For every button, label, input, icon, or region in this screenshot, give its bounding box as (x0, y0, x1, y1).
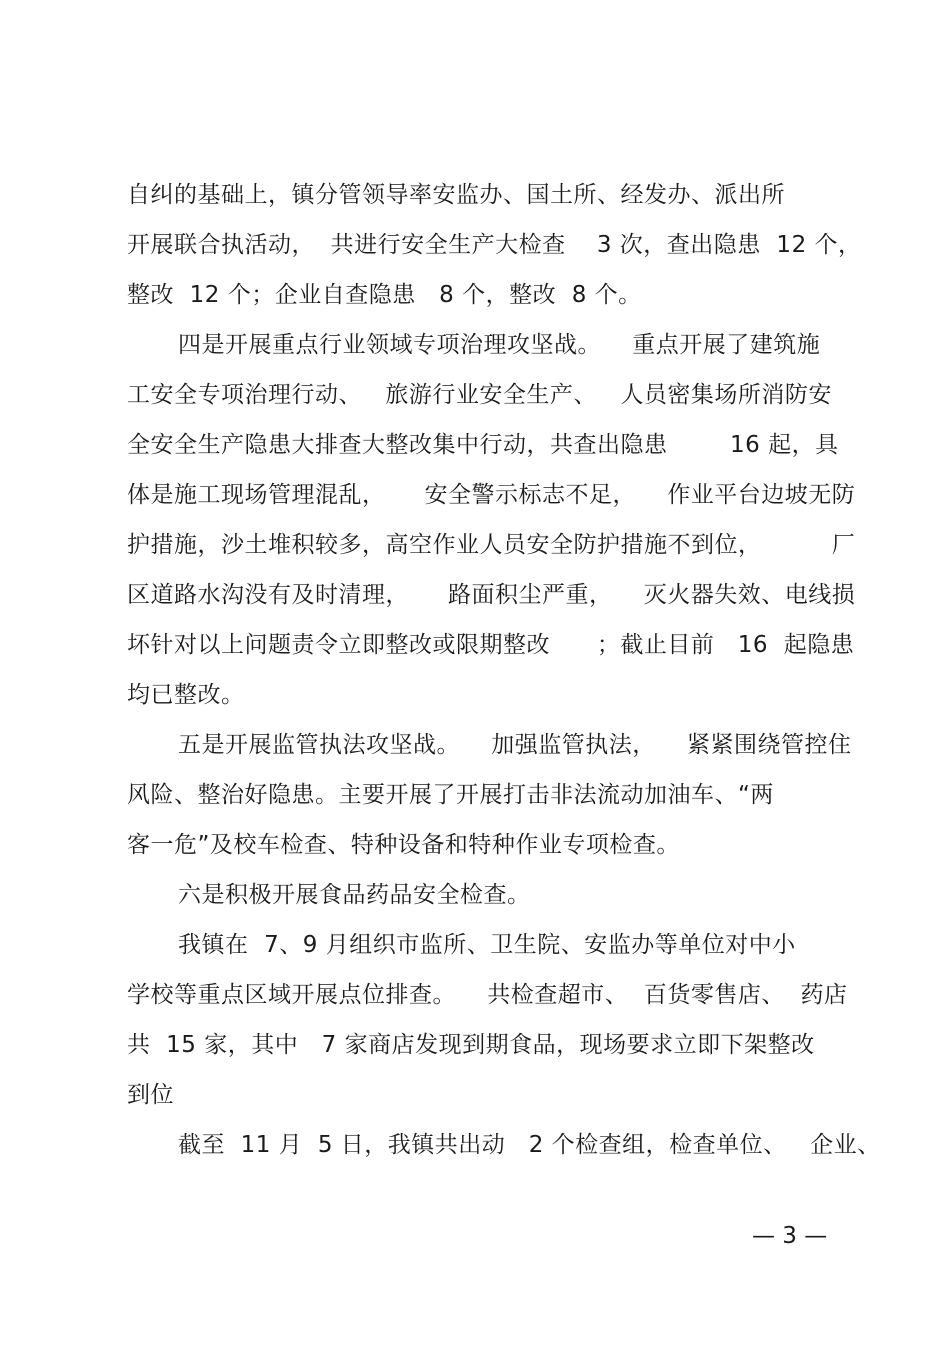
text-line-18: 共 15 家，其中 7 家商店发现到期食品，现场要求立即下架整改 (127, 1032, 815, 1058)
text-line-9: 区道路水沟没有及时清理， 路面积尘严重， 灭火器失效、电线损 (127, 582, 856, 608)
text-line-19: 到位 (127, 1082, 174, 1108)
text-line-3: 整改 12 个；企业自查隐患 8 个，整改 8 个。 (127, 282, 642, 308)
paragraph-8-start: 截至 11 月 5 日，我镇共出动 2 个检查组，检查单位、 企业、 (178, 1132, 881, 1158)
text-line-7: 体是施工现场管理混乱， 安全警示标志不足， 作业平台边坡无防 (127, 482, 856, 508)
paragraph-7-start: 我镇在 7、9 月组织市监所、卫生院、安监办等单位对中小 (178, 932, 796, 958)
paragraph-6-start: 六是积极开展食品药品安全检查。 (178, 882, 531, 908)
text-line-5: 工安全专项治理行动、 旅游行业安全生产、 人员密集场所消防安 (127, 382, 832, 408)
text-line-6: 全安全生产隐患大排查大整改集中行动，共查出隐患 16 起，具 (127, 432, 839, 458)
text-line-8: 护措施，沙土堆积较多，高空作业人员安全防护措施不到位， 厂 (127, 532, 856, 558)
paragraph-4-start: 四是开展重点行业领域专项治理攻坚战。 重点开展了建筑施 (178, 332, 821, 358)
text-line-1: 自纠的基础上，镇分管领导率安监办、国土所、经发办、派出所 (127, 182, 785, 208)
paragraph-5-start: 五是开展监管执法攻坚战。 加强监管执法， 紧紧围绕管控住 (178, 732, 852, 758)
text-line-14: 客一危”及校车检查、特种设备和特种作业专项检查。 (127, 832, 680, 858)
text-line-17: 学校等重点区域开展点位排查。 共检查超市、 百货零售店、 药店 (127, 982, 848, 1008)
text-line-13: 风险、整治好隐患。主要开展了开展打击非法流动加油车、“两 (127, 782, 774, 808)
text-line-11: 均已整改。 (127, 682, 245, 708)
page-number: — 3 — (752, 1223, 828, 1249)
text-line-10: 坏针对以上问题责令立即整改或限期整改 ；截止目前 16 起隐患 (127, 632, 855, 658)
text-line-2: 开展联合执活动， 共进行安全生产大检查 3 次，查出隐患 12 个， (127, 232, 862, 258)
